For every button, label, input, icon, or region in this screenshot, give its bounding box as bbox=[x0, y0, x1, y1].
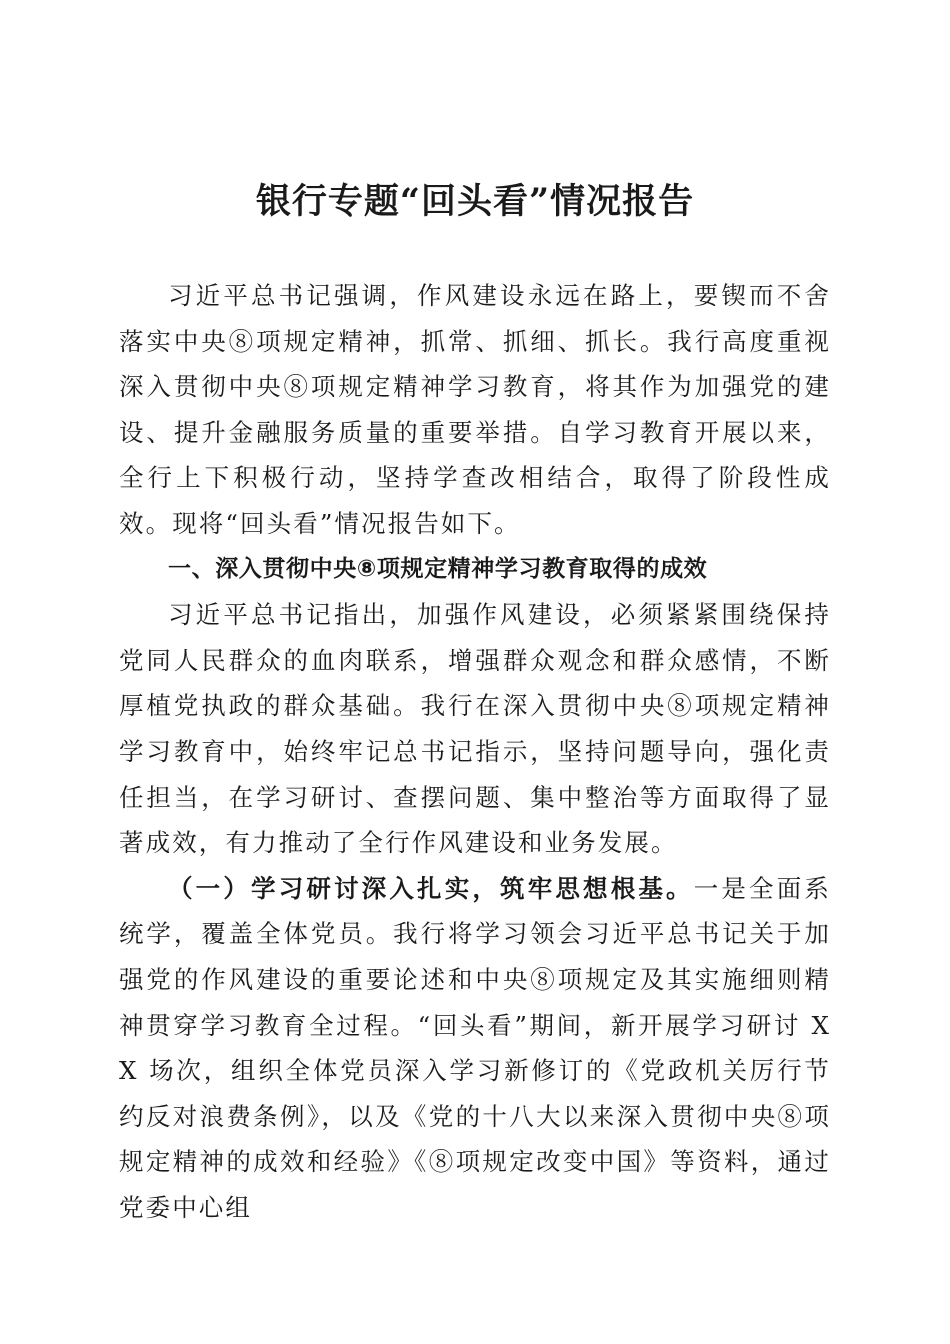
section-1-heading: 一、深入贯彻中央⑧项规定精神学习教育取得的成效 bbox=[168, 555, 708, 582]
subsection-1-lead: （一）学习研讨深入扎实，筑牢思想根基。 bbox=[168, 873, 694, 903]
subsection-1-paragraph bbox=[119, 866, 831, 1231]
intro-paragraph: 习近平总书记强调，作风建设永远在路上，要锲而不舍落实中央⑧项规定精神，抓常、抓细、抓长。我行高度重视深入贯彻中央⑧项规定精神学习教育，将其作为加强党的建设、提升金融服务质量的重要举措。自学习教育开展以来，全行上下积极行动，坚持学查改相结合，取得了阶段性成效。现将“回头看”情况报告如下。 bbox=[119, 281, 831, 538]
document-body bbox=[119, 273, 831, 1230]
section-1-paragraph: 习近平总书记指出，加强作风建设，必须紧紧围绕保持党同人民群众的血肉联系，增强群众观念和群众感情，不断厚植党执政的群众基础。我行在深入贯彻中央⑧项规定精神学习教育中，始终牢记总书记指示，坚持问题导向，强化责任担当，在学习研讨、查摆问题、集中整治等方面取得了显著成效，有力推动了全行作风建设和业务发展。 bbox=[119, 600, 831, 858]
document-title: 银行专题“回头看”情况报告 bbox=[255, 181, 695, 222]
subsection-1-text: 一是全面系统学，覆盖全体党员。我行将学习领会习近平总书记关于加强党的作风建设的重要论述和中央⑧项规定及其实施细则精神贯穿学习教育全过程。“回头看”期间，新开展学习研讨 XX 场次，组织全体党员深入学习新修订的《党政机关厉行节约反对浪费条例》，以及《党的十八大以来深入贯彻中央⑧项规定精神的成效和经验》《⑧项规定改变中国》等资料，通过党委中心组 bbox=[119, 873, 831, 1222]
